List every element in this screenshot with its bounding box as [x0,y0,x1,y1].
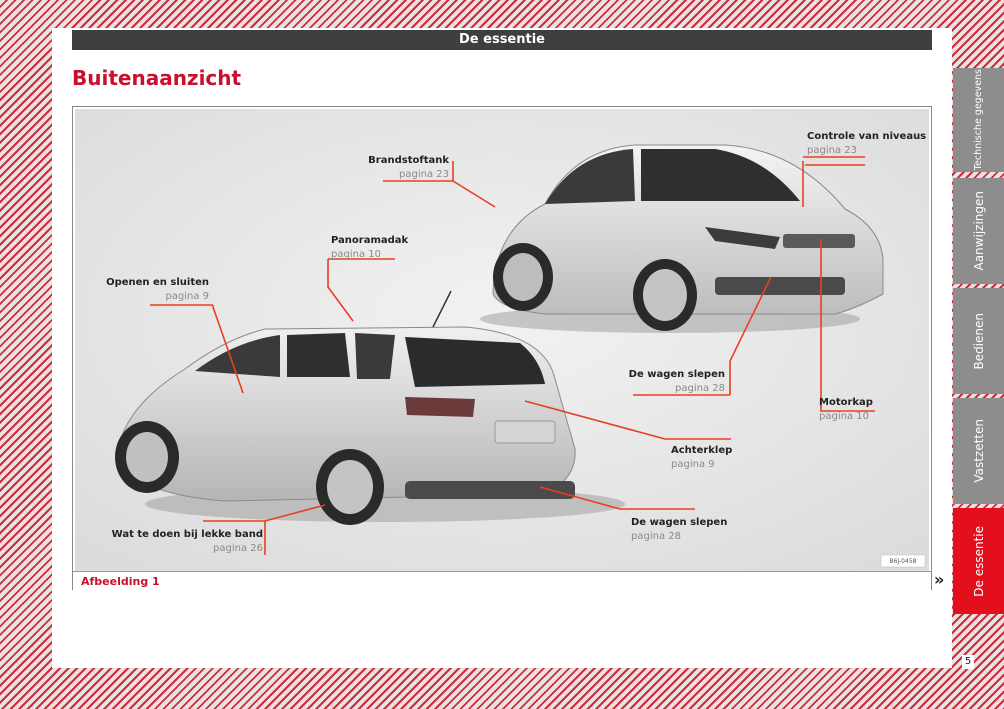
tab-label-technische-gegevens: Technische gegevens [973,69,984,171]
page-title: Buitenaanzicht [72,66,242,90]
label-slepen-achter-title: De wagen slepen [631,517,728,528]
figure-caption-row [73,571,931,590]
label-openen-page: pagina 9 [165,291,209,302]
label-motorkap-page: pagina 10 [819,411,869,422]
label-panoramadak-title: Panoramadak [331,235,409,246]
label-motorkap-title: Motorkap [819,397,873,408]
label-brandstoftank-page: pagina 23 [399,169,449,180]
figure-caption: Afbeelding 1 [81,575,160,588]
tab-label-vastzetten: Vastzetten [971,419,986,483]
tab-aanwijzingen[interactable] [953,178,1004,284]
label-panoramadak-page: pagina 10 [331,249,381,260]
label-openen-title: Openen en sluiten [106,277,209,288]
continue-arrow-icon: » [934,570,945,589]
label-slepen-voor-page: pagina 28 [675,383,725,394]
figure-code: B6J-0458 [889,558,917,565]
car-illustration [75,109,929,571]
tab-bedienen[interactable] [953,288,1004,394]
tab-label-de-essentie: De essentie [971,525,986,597]
tab-technische-gegevens[interactable] [953,68,1004,172]
tab-vastzetten[interactable] [953,398,1004,504]
label-slepen-voor-title: De wagen slepen [628,369,725,380]
tab-label-bedienen: Bedienen [971,312,986,370]
label-lekke-band-page: pagina 26 [213,543,263,554]
label-controle-page: pagina 23 [807,145,857,156]
tab-label-aanwijzingen: Aanwijzingen [971,191,986,271]
car-illustration-svg [75,109,929,571]
page-number: 5 [962,655,974,669]
tab-de-essentie[interactable] [953,508,1004,614]
section-header-bar [72,30,932,50]
label-brandstoftank-title: Brandstoftank [368,155,449,166]
section-header-title: De essentie [459,32,545,47]
label-achterklep-page: pagina 9 [671,459,715,470]
label-achterklep-title: Achterklep [671,445,733,456]
figure-exterior-view [72,106,932,590]
label-lekke-band-title: Wat te doen bij lekke band [111,529,263,540]
label-slepen-achter-page: pagina 28 [631,531,681,542]
label-controle-title: Controle van niveaus [807,131,927,142]
